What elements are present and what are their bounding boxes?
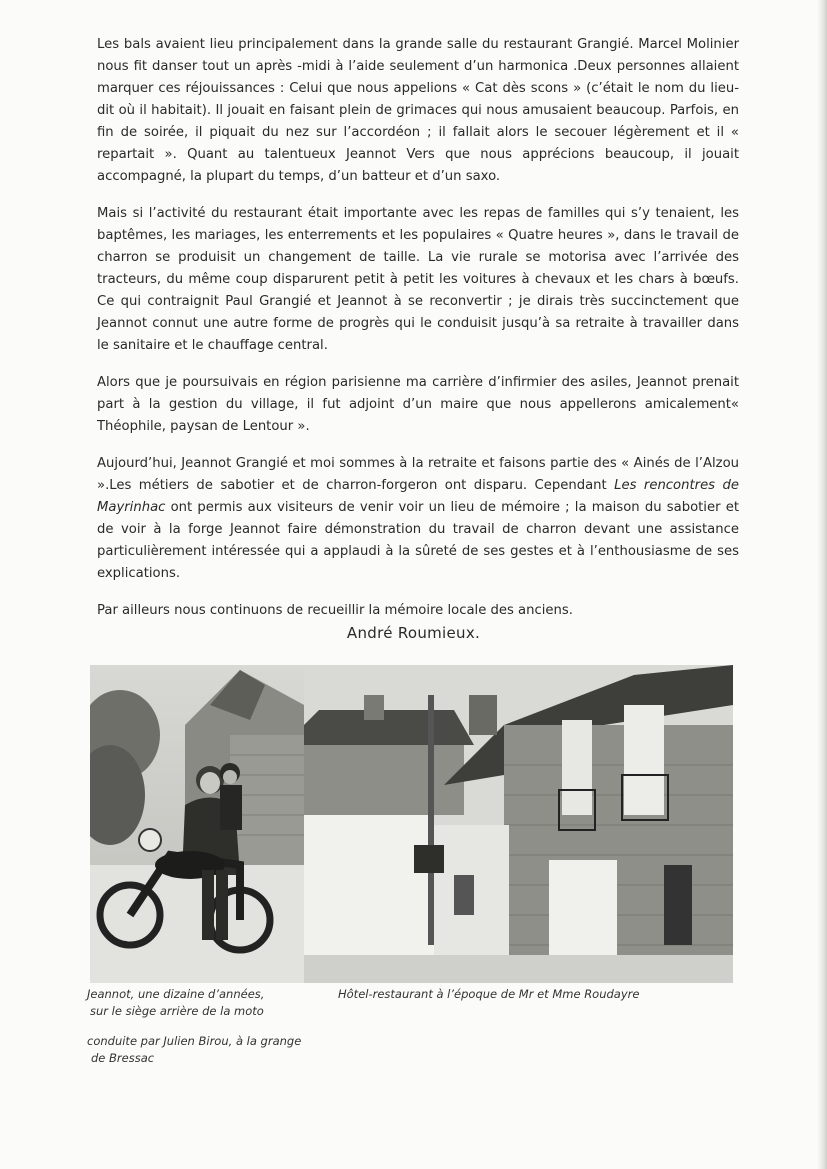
paragraph-memoire: Par ailleurs nous continuons de recueillir la mémoire locale des anciens. (97, 603, 573, 618)
article-body (97, 34, 739, 637)
event-name-italic: Les rencontres de Mayrinhac (97, 478, 739, 515)
paragraph-retraite (97, 453, 739, 585)
paragraph-retraite-part1: Aujourd’hui, Jeannot Grangié et moi sommes à la retraite et faisons partie des « Ainés de l’Alzou ».Les métiers de sabotier et de charron-forgeron ont disparu. Cependant (97, 456, 739, 493)
photo-motorcycle (90, 665, 304, 983)
caption-line: conduite par Julien Birou, à la grange (87, 1034, 302, 1048)
scan-edge-shadow (817, 0, 827, 1169)
caption-line: sur le siège arrière de la moto (90, 1004, 264, 1018)
caption-line: Jeannot, une dizaine d’années, (87, 987, 265, 1001)
caption-photo-motorcycle (87, 986, 317, 1020)
paragraph-retraite-part2: ont permis aux visiteurs de venir voir un lieu de mémoire ; la maison du sabotier et de voir à la forge Jeannot faire démonstration du travail de charron devant une assistance particulièrement intéressée qui a applaudi à la sûreté de ses gestes et à l’enthousiasme de ses explications. (97, 500, 739, 581)
author-signature: André Roumieux. (346, 624, 481, 642)
caption-photo-motorcycle-continued (87, 1033, 327, 1067)
caption-line: de Bressac (91, 1051, 155, 1065)
paragraph-carriere: Alors que je poursuivais en région parisienne ma carrière d’infirmier des asiles, Jeannot prenait part à la gestion du village, il fut adjoint d’un maire que nous appellerons amicalement« Théophile, paysan de Lentour ». (97, 375, 739, 434)
paragraph-bals: Les bals avaient lieu principalement dans la grande salle du restaurant Grangié. Marcel Molinier nous fit danser tout un après -midi à l’aide seulement d’un harmonica .Deux personnes allaient marquer ces réjouissances : Celui que nous appelions « Cat dès scons » (c’était le nom du lieu- dit où il habitait). Il jouait en faisant plein de grimaces qui nous amusaient beaucoup. Parfois, en fin de soirée, il piquait du nez sur l’accordéon ; il fallait alors le secouer légèrement et il « repartait ». Quant au talentueux Jeannot Vers que nous apprécions beaucoup, il jouait accompagné, la plupart du temps, d’un batteur et d’un saxo. (97, 37, 739, 184)
photo-hotel-restaurant (304, 665, 733, 983)
caption-photo-hotel: Hôtel-restaurant à l’époque de Mr et Mme Roudayre (338, 987, 640, 1001)
paragraph-restaurant: Mais si l’activité du restaurant était importante avec les repas de familles qui s’y tenaient, les baptêmes, les mariages, les enterrements et les populaires « Quatre heures », dans le travail de charron se produisit un changement de taille. La vie rurale se motorisa avec l’arrivée des tracteurs, du même coup disparurent petit à petit les voitures à chevaux et les chars à bœufs. Ce qui contraignit Paul Grangié et Jeannot à se reconvertir ; je dirais très succinctement que Jeannot connut une autre forme de progrès qui le conduisit jusqu’à sa retraite à travailler dans le sanitaire et le chauffage central. (97, 206, 739, 353)
